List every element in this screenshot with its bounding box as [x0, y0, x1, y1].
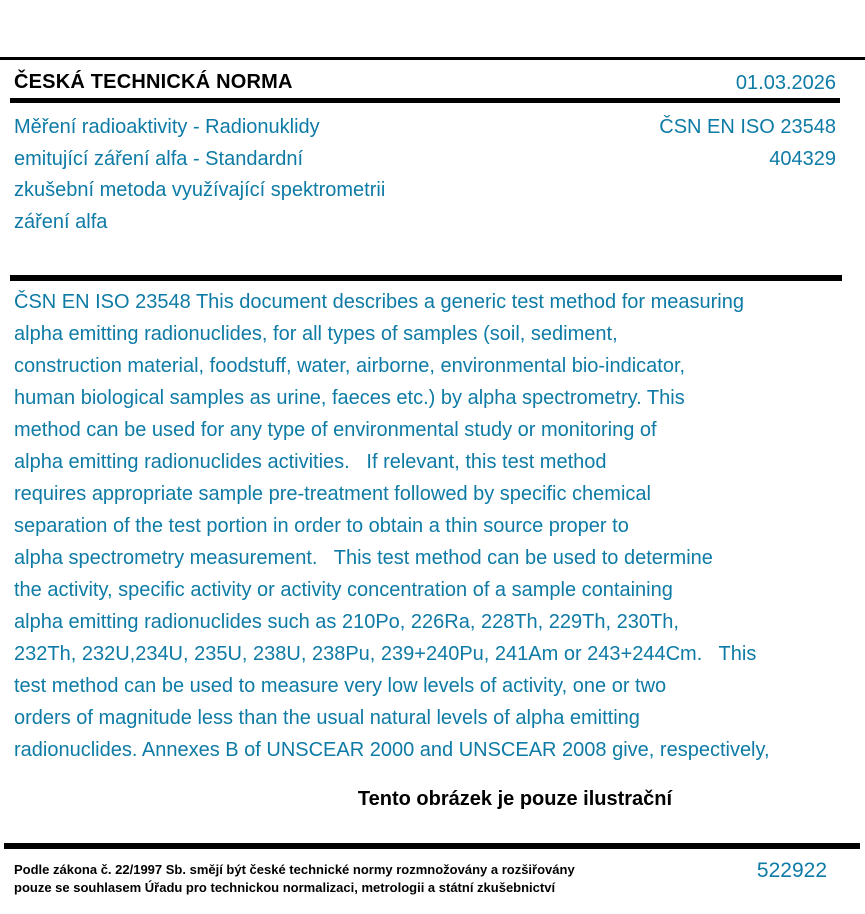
standard-title-line: záření alfa	[14, 210, 108, 233]
standard-title-line: zkušební metoda využívající spektrometrii	[14, 179, 386, 201]
abstract-line: alpha emitting radionuclides activities. If relevant, this test method	[14, 451, 607, 473]
order-number: 522922	[756, 859, 827, 882]
legal-notice	[14, 861, 575, 896]
legal-notice-line: Podle zákona č. 22/1997 Sb. smějí být české technické normy rozmnožovány a rozšiřovány	[14, 862, 575, 877]
top-divider-rule	[0, 57, 865, 60]
abstract-line: 232Th, 232U,234U, 235U, 238U, 238Pu, 239+240Pu, 241Am or 243+244Cm. This	[14, 643, 757, 665]
abstract-line: human biological samples as urine, faeces etc.) by alpha spectrometry. This	[14, 387, 685, 409]
abstract-line: radionuclides. Annexes B of UNSCEAR 2000 and UNSCEAR 2008 give, respectively,	[14, 739, 770, 761]
catalog-number: 404329	[769, 147, 836, 170]
standard-codes	[659, 112, 836, 175]
standard-title	[14, 112, 385, 238]
footer-divider-rule	[4, 843, 860, 849]
abstract-line: test method can be used to measure very low levels of activity, one or two	[14, 675, 667, 697]
abstract-line: separation of the test portion in order to obtain a thin source proper to	[14, 515, 629, 537]
standard-designation: ČSN EN ISO 23548	[659, 116, 836, 138]
abstract-line: the activity, specific activity or activity concentration of a sample containing	[14, 579, 673, 601]
page-title: ČESKÁ TECHNICKÁ NORMA	[14, 71, 293, 93]
effective-date: 01.03.2026	[735, 72, 836, 94]
abstract-line: orders of magnitude less than the usual natural levels of alpha emitting	[14, 707, 640, 729]
abstract-line: alpha emitting radionuclides such as 210Po, 226Ra, 228Th, 229Th, 230Th,	[14, 611, 679, 633]
abstract-line: ČSN EN ISO 23548 This document describes a generic test method for measuring	[14, 291, 744, 313]
abstract-line: requires appropriate sample pre-treatment followed by specific chemical	[14, 483, 651, 505]
section-divider-rule	[10, 275, 842, 281]
abstract-line: alpha spectrometry measurement. This test method can be used to determine	[14, 547, 713, 569]
header-divider-rule	[10, 98, 840, 103]
standard-title-line: Měření radioaktivity - Radionuklidy	[14, 116, 320, 138]
standard-title-line: emitující záření alfa - Standardní	[14, 147, 304, 170]
abstract-line: method can be used for any type of environmental study or monitoring of	[14, 419, 657, 441]
illustration-notice: Tento obrázek je pouze ilustrační	[357, 788, 673, 810]
abstract-text	[14, 286, 770, 766]
abstract-line: construction material, foodstuff, water, airborne, environmental bio-indicator,	[14, 355, 686, 377]
abstract-line: alpha emitting radionuclides, for all types of samples (soil, sediment,	[14, 323, 618, 345]
legal-notice-line: pouze se souhlasem Úřadu pro technickou normalizaci, metrologii a státní zkušebnictví	[14, 879, 556, 895]
